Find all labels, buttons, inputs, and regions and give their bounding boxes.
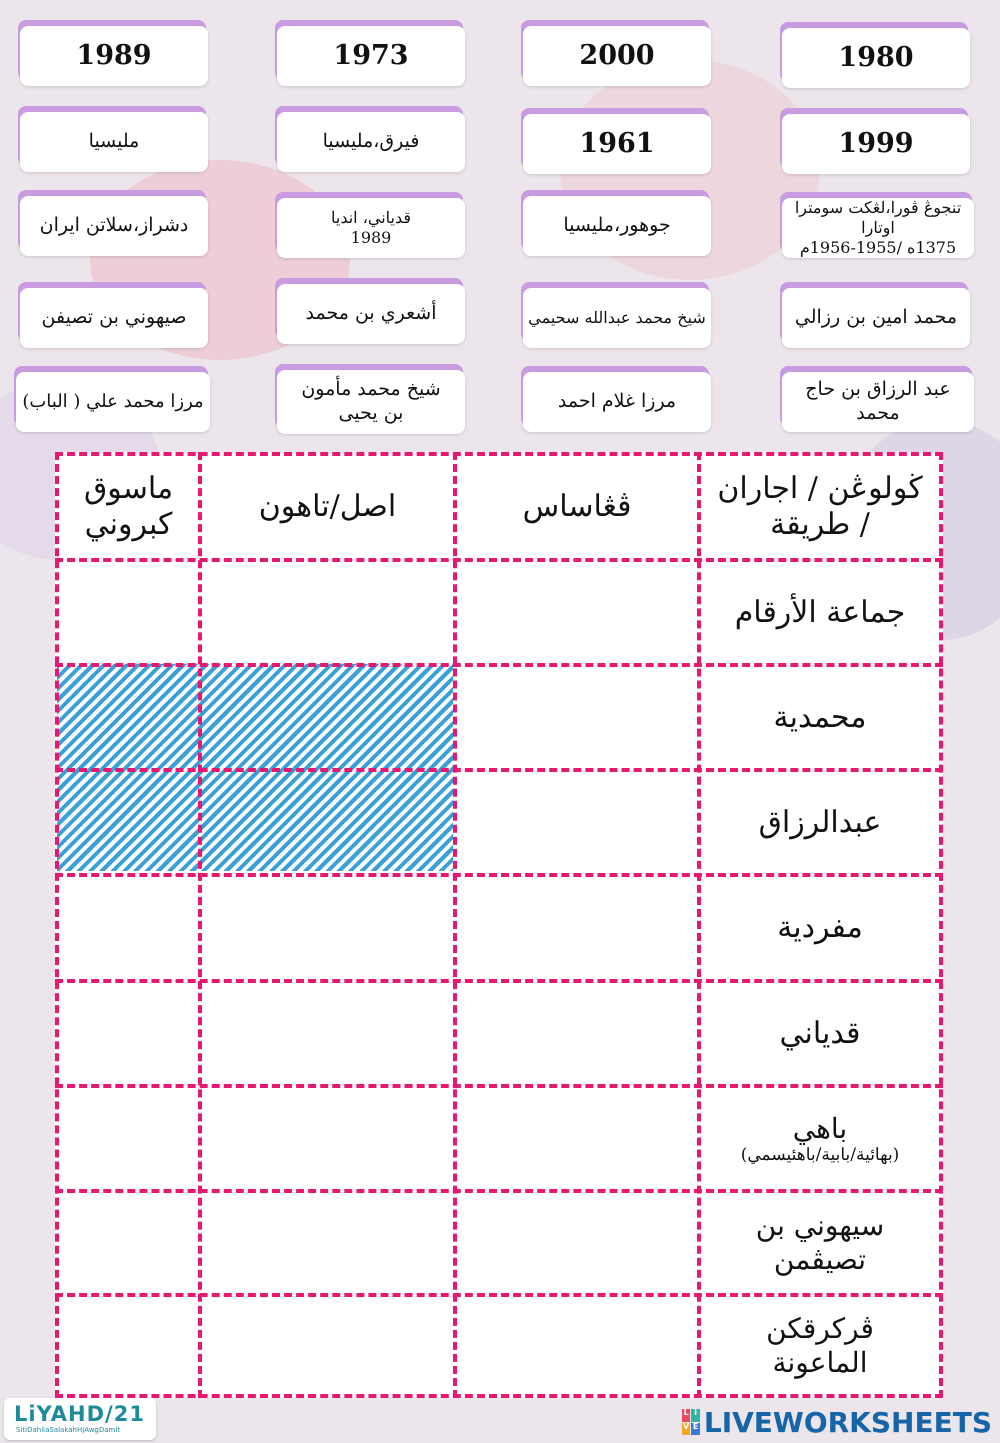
draggable-card[interactable] [20,26,208,86]
card-text-line1: تنجوڠ ڤورا،لڠكت سومترا اوتارا [794,198,962,237]
draggable-card[interactable] [523,114,711,174]
draggable-card[interactable] [20,112,208,172]
drop-zone-origin[interactable] [202,1193,453,1293]
card-text-line2: بن يحيى [338,402,404,424]
drop-zone-error[interactable] [59,983,198,1084]
draggable-card[interactable] [20,196,208,256]
brand-text: LIVEWORKSHEETS [703,1405,992,1439]
row-label-wrap [741,1112,900,1166]
card-text-line2: 1375ه /1955-1956م [799,238,957,257]
card-text: 1961 [579,128,655,160]
draggable-card[interactable] [277,26,465,86]
drop-zone-founder[interactable] [457,562,697,663]
draggable-card[interactable] [277,198,465,258]
row-label-wrap [756,1209,884,1276]
draggable-card[interactable] [782,372,974,432]
draggable-card[interactable] [523,196,711,256]
row-label [701,1088,939,1189]
drop-zone-founder[interactable] [457,1193,697,1293]
row-label-wrap [766,1312,874,1379]
drop-zone-founder[interactable] [457,1297,697,1394]
header-error [59,456,198,558]
card-text: دشراز،سلاتن ايران [39,214,189,237]
row-label-text: قدياني [779,1015,861,1051]
row-label-line1: ڤرکرقکن [766,1311,874,1345]
row-label-text: عبدالرزاق [758,804,882,840]
card-text: شيخ محمد عبدالله سحيمي [528,308,706,327]
header-group-wrap [717,471,922,543]
card-text: مرزا غلام احمد [557,390,677,413]
header-founder-text: ڤڠاساس [522,489,632,524]
card-text-wrap [293,378,448,426]
card-text: 2000 [579,40,655,72]
row-label-line1: سيهوني بن [755,1209,885,1243]
card-text: صيهوني بن تصيفن [41,306,187,329]
row-label [701,667,939,768]
draggable-card[interactable] [782,288,970,348]
drop-zone-founder[interactable] [457,772,697,873]
row-label [701,772,939,873]
card-text: أشعري بن محمد [305,302,437,325]
drop-zone-origin[interactable] [202,983,453,1084]
row-label [701,983,939,1084]
row-label [701,1193,939,1293]
row-label-line2: تصيڤمن [773,1243,867,1276]
card-text: 1980 [838,42,914,74]
row-label-text: باهي [792,1111,848,1145]
row-label-text: جماعة الأرقام [734,594,906,630]
card-text: جوهور،مليسيا [563,214,671,237]
header-founder [457,456,697,558]
drop-zone-founder[interactable] [457,1088,697,1189]
drop-zone-error[interactable] [59,562,198,663]
draggable-card[interactable] [782,28,970,88]
card-text: مليسيا [88,130,140,153]
drop-zone-error[interactable] [59,1088,198,1189]
drop-zone-founder[interactable] [457,667,697,768]
card-text: 1999 [838,128,914,160]
drop-zone-origin[interactable] [202,1297,453,1394]
row-label [701,877,939,979]
drop-zone-origin[interactable] [202,877,453,979]
card-text: 1973 [333,40,409,72]
card-text-wrap [782,198,974,258]
draggable-card[interactable] [20,288,208,348]
row-label-text: مفردية [777,910,863,945]
drop-zone-origin[interactable] [202,1088,453,1189]
header-group-line2: / طريقة [770,507,870,542]
grid-line [939,452,943,1398]
liveworksheets-icon: L I V E [682,1409,700,1435]
grid-line [55,1394,943,1398]
draggable-card[interactable] [523,26,711,86]
liveworksheets-brand [682,1405,992,1439]
card-text: عبد الرزاق بن حاج محمد [805,378,951,424]
draggable-card[interactable] [277,370,465,434]
drop-zone-founder[interactable] [457,983,697,1084]
header-error-wrap [84,471,173,543]
row-label-subtext: (بهائية/بابية/باهئيسمي) [740,1145,900,1166]
row-label-text: محمدية [773,699,867,735]
draggable-card[interactable] [16,372,210,432]
row-label-line2: الماعونة [772,1345,868,1379]
author-logo-subtext: SitiDahliaSalakahHjAwgDamit [16,1426,121,1434]
card-text: مرزا محمد علي ( الباب) [22,390,204,412]
draggable-card[interactable] [782,114,970,174]
card-text: محمد امين بن رزالي [794,306,958,329]
draggable-card[interactable] [782,198,974,258]
header-origin-text: اصل/تاهون [258,489,397,524]
author-logo-text: LiYAHD/21 [14,1402,145,1426]
drop-zone-origin[interactable] [202,562,453,663]
answer-table [55,452,943,1398]
card-text: فيرق،مليسيا [322,130,420,153]
card-text-wrap [323,208,419,248]
card-text: 1989 [76,40,152,72]
header-group [701,456,939,558]
drop-zone-error[interactable] [59,1297,198,1394]
row-label [701,562,939,663]
draggable-card[interactable] [523,372,711,432]
drop-zone-error[interactable] [59,877,198,979]
draggable-card[interactable] [277,112,465,172]
header-error-line1: ماسوق [83,471,174,506]
header-group-line1: ڬولوڠن / اجاران [717,471,923,506]
row-label [701,1297,939,1394]
header-error-line2: كبروني [84,507,173,542]
card-text-line1: شيخ محمد مأمون [301,378,441,401]
header-origin [202,456,453,558]
card-text-line2: 1989 [350,228,392,247]
draggable-card[interactable] [523,288,711,348]
drop-zone-error[interactable] [59,1193,198,1293]
author-logo [4,1398,156,1440]
card-text-line1: قدياني، انديا [330,208,412,227]
draggable-card[interactable] [277,284,465,344]
drop-zone-founder[interactable] [457,877,697,979]
